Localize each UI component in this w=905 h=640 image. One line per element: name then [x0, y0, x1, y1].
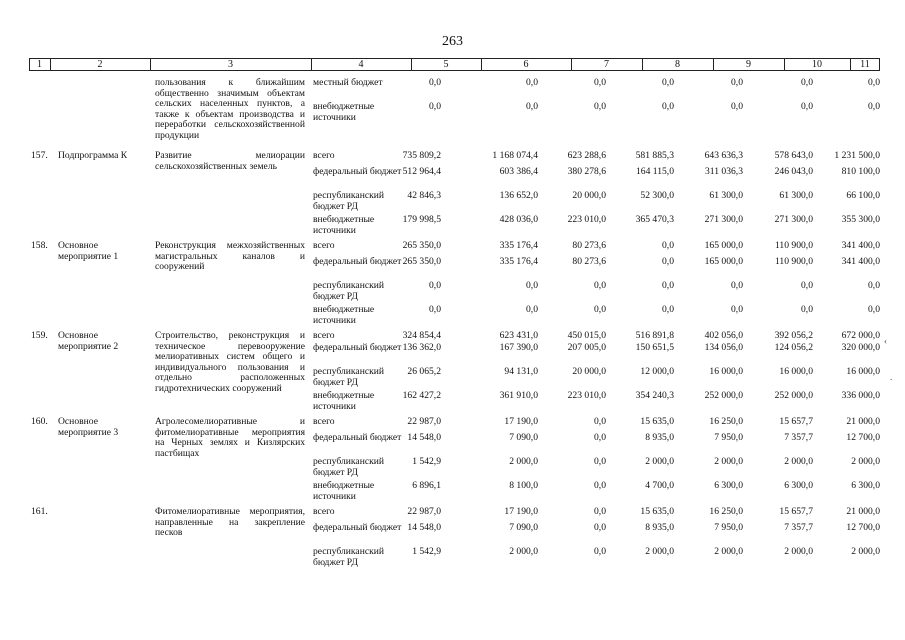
table-header-row	[29, 58, 880, 71]
column-header-1: 1	[37, 59, 42, 70]
value-cell: 8 935,0	[645, 432, 674, 443]
value-cell: 0,0	[429, 77, 441, 88]
funding-source: республиканский бюджет РД	[313, 280, 385, 302]
row-description: Реконструкция межхозяйственных магистральных каналов и сооружений	[155, 240, 305, 273]
value-cell: 341 400,0	[841, 256, 880, 267]
value-cell: 52 300,0	[640, 190, 674, 201]
value-cell: 17 190,0	[504, 506, 538, 517]
scan-mark: ‹	[884, 336, 887, 346]
value-cell: 354 240,3	[635, 390, 674, 401]
value-cell: 0,0	[662, 256, 674, 267]
value-cell: 271 300,0	[774, 214, 813, 225]
value-cell: 0,0	[526, 101, 538, 112]
value-cell: 265 350,0	[402, 256, 441, 267]
funding-source: внебюджетные источники	[313, 390, 375, 412]
value-cell: 61 300,0	[779, 190, 813, 201]
value-cell: 450 015,0	[567, 330, 606, 341]
column-header-3: 3	[228, 59, 233, 70]
page-number: 263	[442, 34, 463, 49]
row-description: Строительство, реконструкция и техническое перевооружение мелиоративных систем общего и индивидуального пользования и отдельно расположенных гидротехнических сооружений	[155, 330, 305, 394]
value-cell: 0,0	[801, 77, 813, 88]
value-cell: 165 000,0	[704, 240, 743, 251]
funding-source: внебюджетные источники	[313, 101, 375, 123]
value-cell: 16 000,0	[779, 366, 813, 377]
column-header-11: 11	[860, 59, 870, 70]
funding-source: внебюджетные источники	[313, 304, 375, 326]
row-number: 157.	[31, 150, 48, 161]
value-cell: 0,0	[594, 77, 606, 88]
value-cell: 0,0	[429, 304, 441, 315]
value-cell: 2 000,0	[851, 456, 880, 467]
funding-source: республиканский бюджет РД	[313, 456, 385, 478]
value-cell: 20 000,0	[572, 366, 606, 377]
value-cell: 0,0	[662, 101, 674, 112]
value-cell: 0,0	[868, 280, 880, 291]
value-cell: 265 350,0	[402, 240, 441, 251]
header-divider	[311, 59, 312, 70]
value-cell: 0,0	[731, 280, 743, 291]
value-cell: 80 273,6	[572, 256, 606, 267]
value-cell: 365 470,3	[635, 214, 674, 225]
funding-source: республиканский бюджет РД	[313, 190, 385, 212]
scan-mark: .	[890, 372, 893, 382]
funding-source: республиканский бюджет РД	[313, 546, 385, 568]
value-cell: 0,0	[662, 304, 674, 315]
value-cell: 320 000,0	[841, 342, 880, 353]
value-cell: 512 964,4	[402, 166, 441, 177]
value-cell: 2 000,0	[851, 546, 880, 557]
value-cell: 110 900,0	[774, 256, 813, 267]
value-cell: 223 010,0	[567, 214, 606, 225]
column-header-7: 7	[604, 59, 609, 70]
value-cell: 6 300,0	[784, 480, 813, 491]
funding-source: федеральный бюджет	[313, 522, 402, 533]
value-cell: 324 854,4	[402, 330, 441, 341]
value-cell: 0,0	[594, 416, 606, 427]
value-cell: 80 273,6	[572, 240, 606, 251]
column-header-2: 2	[97, 59, 103, 70]
funding-source: всего	[313, 150, 335, 161]
value-cell: 14 548,0	[407, 522, 441, 533]
value-cell: 2 000,0	[645, 456, 674, 467]
header-divider	[713, 59, 714, 70]
value-cell: 7 950,0	[714, 432, 743, 443]
value-cell: 578 643,0	[774, 150, 813, 161]
value-cell: 150 651,5	[635, 342, 674, 353]
funding-source: федеральный бюджет	[313, 432, 402, 443]
funding-source: всего	[313, 330, 335, 341]
value-cell: 0,0	[526, 77, 538, 88]
value-cell: 21 000,0	[846, 506, 880, 517]
row-name: Основное мероприятие 2	[58, 330, 119, 352]
value-cell: 672 000,0	[841, 330, 880, 341]
value-cell: 15 635,0	[640, 506, 674, 517]
row-name: Основное мероприятие 3	[58, 416, 119, 438]
value-cell: 311 036,3	[704, 166, 743, 177]
row-description: Фитомелиоративные мероприятия, направленные на закрепление песков	[155, 506, 305, 539]
value-cell: 179 998,5	[402, 214, 441, 225]
column-header-4: 4	[358, 59, 364, 70]
value-cell: 7 357,7	[784, 432, 813, 443]
value-cell: 2 000,0	[645, 546, 674, 557]
value-cell: 0,0	[731, 304, 743, 315]
value-cell: 0,0	[594, 280, 606, 291]
value-cell: 392 056,2	[774, 330, 813, 341]
row-description: Развитие мелиорации сельскохозяйственных земель	[155, 150, 305, 172]
value-cell: 0,0	[429, 101, 441, 112]
value-cell: 516 891,8	[635, 330, 674, 341]
value-cell: 136 362,0	[402, 342, 441, 353]
value-cell: 94 131,0	[504, 366, 538, 377]
value-cell: 2 000,0	[509, 546, 538, 557]
value-cell: 4 700,0	[645, 480, 674, 491]
value-cell: 162 427,2	[402, 390, 441, 401]
header-divider	[784, 59, 785, 70]
value-cell: 380 278,6	[567, 166, 606, 177]
value-cell: 136 652,0	[499, 190, 538, 201]
value-cell: 165 000,0	[704, 256, 743, 267]
value-cell: 20 000,0	[572, 190, 606, 201]
row-description: Агролесомелиоративные и фитомелиоративные мероприятия на Черных землях и Кизлярских пастбищах	[155, 416, 305, 459]
value-cell: 0,0	[801, 304, 813, 315]
row-number: 159.	[31, 330, 48, 341]
value-cell: 0,0	[801, 280, 813, 291]
value-cell: 0,0	[731, 77, 743, 88]
value-cell: 0,0	[662, 280, 674, 291]
header-divider	[642, 59, 643, 70]
value-cell: 0,0	[526, 280, 538, 291]
header-divider	[481, 59, 482, 70]
value-cell: 0,0	[594, 546, 606, 557]
value-cell: 16 250,0	[709, 506, 743, 517]
value-cell: 7 950,0	[714, 522, 743, 533]
value-cell: 336 000,0	[841, 390, 880, 401]
value-cell: 0,0	[662, 240, 674, 251]
value-cell: 16 000,0	[846, 366, 880, 377]
row-number: 158.	[31, 240, 48, 251]
column-header-5: 5	[443, 59, 449, 70]
value-cell: 2 000,0	[784, 456, 813, 467]
value-cell: 15 657,7	[779, 506, 813, 517]
value-cell: 15 635,0	[640, 416, 674, 427]
value-cell: 735 809,2	[402, 150, 441, 161]
funding-source: всего	[313, 506, 335, 517]
value-cell: 402 056,0	[704, 330, 743, 341]
value-cell: 21 000,0	[846, 416, 880, 427]
value-cell: 2 000,0	[714, 546, 743, 557]
value-cell: 7 357,7	[784, 522, 813, 533]
value-cell: 16 000,0	[709, 366, 743, 377]
value-cell: 6 300,0	[851, 480, 880, 491]
budget-table	[29, 58, 880, 618]
value-cell: 26 065,2	[407, 366, 441, 377]
value-cell: 0,0	[801, 101, 813, 112]
value-cell: 0,0	[429, 280, 441, 291]
value-cell: 14 548,0	[407, 432, 441, 443]
value-cell: 15 657,7	[779, 416, 813, 427]
value-cell: 361 910,0	[499, 390, 538, 401]
value-cell: 6 896,1	[412, 480, 441, 491]
header-divider	[29, 59, 30, 70]
value-cell: 271 300,0	[704, 214, 743, 225]
value-cell: 0,0	[526, 304, 538, 315]
header-divider	[850, 59, 851, 70]
value-cell: 22 987,0	[407, 416, 441, 427]
value-cell: 1 542,9	[412, 546, 441, 557]
value-cell: 1 542,9	[412, 456, 441, 467]
value-cell: 0,0	[594, 304, 606, 315]
header-divider	[571, 59, 572, 70]
funding-source: республиканский бюджет РД	[313, 366, 385, 388]
header-divider	[150, 59, 151, 70]
value-cell: 0,0	[868, 304, 880, 315]
value-cell: 6 300,0	[714, 480, 743, 491]
value-cell: 12 700,0	[846, 522, 880, 533]
funding-source: всего	[313, 240, 335, 251]
header-divider	[411, 59, 412, 70]
value-cell: 0,0	[594, 522, 606, 533]
funding-source: внебюджетные источники	[313, 214, 375, 236]
value-cell: 12 000,0	[640, 366, 674, 377]
column-header-6: 6	[523, 59, 529, 70]
value-cell: 341 400,0	[841, 240, 880, 251]
value-cell: 335 176,4	[499, 240, 538, 251]
value-cell: 0,0	[731, 101, 743, 112]
value-cell: 246 043,0	[774, 166, 813, 177]
value-cell: 124 056,2	[774, 342, 813, 353]
value-cell: 66 100,0	[846, 190, 880, 201]
value-cell: 2 000,0	[784, 546, 813, 557]
value-cell: 643 636,3	[704, 150, 743, 161]
column-header-8: 8	[675, 59, 680, 70]
value-cell: 623 288,6	[567, 150, 606, 161]
funding-source: федеральный бюджет	[313, 342, 402, 353]
funding-source: федеральный бюджет	[313, 166, 402, 177]
funding-source: федеральный бюджет	[313, 256, 402, 267]
value-cell: 207 005,0	[567, 342, 606, 353]
value-cell: 0,0	[594, 101, 606, 112]
value-cell: 42 846,3	[407, 190, 441, 201]
value-cell: 61 300,0	[709, 190, 743, 201]
row-description: пользования к ближайшим общественно значимым объектам сельских населенных пунктов, а также к объектам производства и переработки сельскохозяйственной продукции	[155, 77, 305, 141]
value-cell: 167 390,0	[499, 342, 538, 353]
funding-source: внебюджетные источники	[313, 480, 375, 502]
value-cell: 223 010,0	[567, 390, 606, 401]
row-number: 160.	[31, 416, 48, 427]
value-cell: 0,0	[868, 77, 880, 88]
value-cell: 134 056,0	[704, 342, 743, 353]
value-cell: 17 190,0	[504, 416, 538, 427]
row-number: 161.	[31, 506, 48, 517]
value-cell: 2 000,0	[509, 456, 538, 467]
value-cell: 8 935,0	[645, 522, 674, 533]
value-cell: 355 300,0	[841, 214, 880, 225]
value-cell: 8 100,0	[509, 480, 538, 491]
value-cell: 0,0	[594, 456, 606, 467]
row-name: Подпрограмма К	[58, 150, 128, 161]
value-cell: 603 386,4	[499, 166, 538, 177]
funding-source: местный бюджет	[313, 77, 383, 88]
value-cell: 7 090,0	[509, 522, 538, 533]
value-cell: 164 115,0	[635, 166, 674, 177]
value-cell: 22 987,0	[407, 506, 441, 517]
value-cell: 335 176,4	[499, 256, 538, 267]
value-cell: 0,0	[594, 480, 606, 491]
value-cell: 0,0	[594, 432, 606, 443]
value-cell: 110 900,0	[774, 240, 813, 251]
value-cell: 12 700,0	[846, 432, 880, 443]
funding-source: всего	[313, 416, 335, 427]
value-cell: 7 090,0	[509, 432, 538, 443]
column-header-9: 9	[746, 59, 751, 70]
value-cell: 0,0	[868, 101, 880, 112]
row-name: Основное мероприятие 1	[58, 240, 119, 262]
value-cell: 1 168 074,4	[492, 150, 538, 161]
value-cell: 581 885,3	[635, 150, 674, 161]
header-divider	[879, 59, 880, 70]
column-header-10: 10	[812, 59, 822, 70]
value-cell: 810 100,0	[841, 166, 880, 177]
value-cell: 252 000,0	[704, 390, 743, 401]
value-cell: 623 431,0	[499, 330, 538, 341]
value-cell: 0,0	[594, 506, 606, 517]
value-cell: 1 231 500,0	[834, 150, 880, 161]
value-cell: 2 000,0	[714, 456, 743, 467]
value-cell: 0,0	[662, 77, 674, 88]
value-cell: 16 250,0	[709, 416, 743, 427]
header-divider	[50, 59, 51, 70]
value-cell: 428 036,0	[499, 214, 538, 225]
value-cell: 252 000,0	[774, 390, 813, 401]
